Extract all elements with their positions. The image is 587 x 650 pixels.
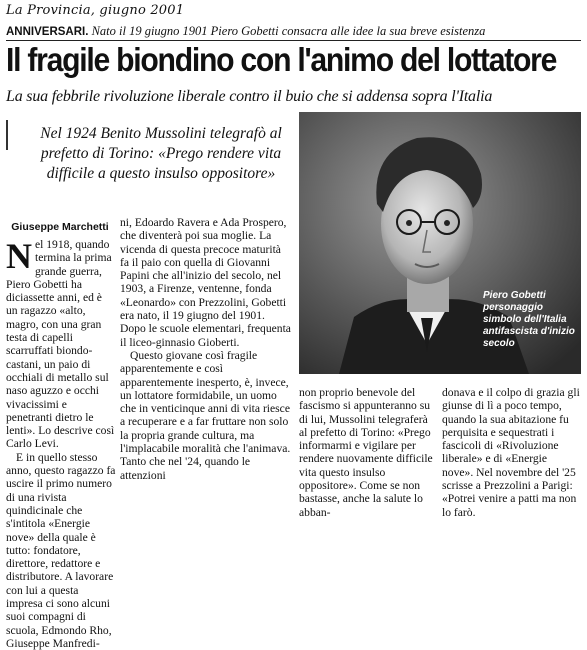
headline: Il fragile biondino con l'animo del lottatore bbox=[6, 42, 557, 79]
photo-caption: Piero Gobetti personaggio simbolo dell'Italia antifascista d'inizio secolo bbox=[483, 290, 575, 349]
byline: Giuseppe Marchetti bbox=[11, 221, 109, 233]
kicker-label: ANNIVERSARI. bbox=[6, 26, 89, 38]
paragraph-1 bbox=[6, 238, 116, 451]
paragraph-2: E in quello stesso anno, questo ragazzo fa uscire il primo numero di una rivista quindicinale che s'intitola «Energie nove» della quale è tutto: fondatore, direttore, redattore e distributore. A lavorare con lui a questa impresa ci sono alcuni suoi compagni di scuola, Edmondo Rho, Giuseppe Manfredi- bbox=[6, 450, 116, 650]
pull-quote: Nel 1924 Benito Mussolini telegrafò al prefetto di Torino: «Prego rendere vita difficile a questo insulso oppositore» bbox=[40, 125, 282, 182]
article-column-1 bbox=[6, 238, 116, 650]
paragraph-1-text: el 1918, quando termina la prima grande guerra, Piero Gobetti ha diciassette anni, ed è un ragazzo «alto, magro, con una gran testa di capelli scarruffati biondo-castani, un paio di occhiali di metallo sul naso aguzzo e occhi vivacissimi e penetranti dietro le lenti». Lo descrive così Carlo Levi. bbox=[6, 238, 115, 451]
kicker bbox=[6, 24, 581, 39]
pull-quote-bar bbox=[6, 120, 14, 150]
newspaper-source: La Provincia, giugno 2001 bbox=[6, 3, 185, 18]
kicker-rule bbox=[6, 40, 581, 41]
article-column-3: non proprio benevole del fascismo si appunteranno su di lui, Mussolini telegraferà al prefetto di Torino: «Prego informarmi e vigilare per rendere nuovamente difficile vita questo insulso oppositore». Come se non bastasse, anche la salute lo abban- bbox=[299, 386, 433, 519]
paragraph-3: ni, Edoardo Ravera e Ada Prospero, che diventerà poi sua moglie. La vicenda di questa precoce maturità fa il paio con quella di Giovanni Papini che all'inizio del secolo, nel 1903, a Firenze, ventenne, fonda «Leonardo» con Prezzolini, Gobetti era nato, il 19 giugno del 1901. Dopo le scuole elementari, frequenta il liceo-ginnasio Gioberti. bbox=[120, 216, 291, 349]
article-column-2 bbox=[120, 216, 292, 482]
dropcap: N bbox=[6, 236, 32, 276]
kicker-text: Nato il 19 giugno 1901 Piero Gobetti consacra alle idee la sua breve esistenza bbox=[91, 24, 486, 38]
article-column-4: donava e il colpo di grazia gli giunse di lì a poco tempo, quando la sua abitazione fu perquisita e sequestrati i fascicoli di «Rivoluzione liberale» e di «Energie nove». Nel novembre del '25 scrisse a Prezzolini a Parigi: «Potrei venire a patti ma non lo farò. bbox=[442, 386, 580, 519]
paragraph-4: Questo giovane così fragile apparentemente e così apparentemente inesperto, è, invece, un lottatore formidabile, un uomo che in venticinque anni di vita riesce a recuperare e a far fruttare non solo la propria grande cultura, ma l'implacabile moralità che l'animava. Tanto che nel '24, quando le attenzioni bbox=[120, 348, 291, 482]
subheadline: La sua febbrile rivoluzione liberale contro il buio che si addensa sopra l'Italia bbox=[6, 88, 493, 105]
